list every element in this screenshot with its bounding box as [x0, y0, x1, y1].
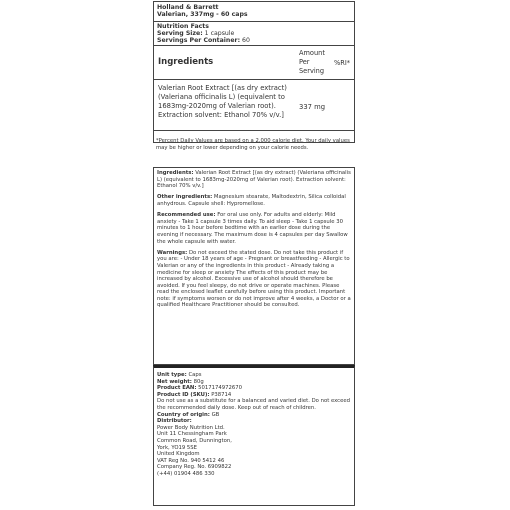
- details-box: [153, 167, 355, 365]
- recommended-use-paragraph: Recommended use: For oral use only. For adults and elderly: Mild anxiety - Take 1 capsule 3 times daily. To aid sleep - Take 1 capsule 30 minutes to 1 hour before bedtime with an earlier dose during the evening if necessary. The maximum dose is 4 capsules per day Swallow the whole capsule with water.: [157, 212, 348, 245]
- distributor-line: Common Road, Dunnington,: [157, 437, 232, 444]
- distributor-line: United Kingdom: [157, 451, 200, 458]
- supplement-label: [153, 0, 355, 510]
- table-row-amount: 337 mg: [299, 103, 326, 111]
- distributor-line: (+44) 01904 486 330: [157, 470, 215, 477]
- distributor-line: Power Body Nutrition Ltd.: [157, 424, 225, 431]
- unit-type: Unit type: Caps: [157, 372, 202, 378]
- daily-values-footnote: *Percent Daily Values are based on a 2,000 calorie diet. Your daily values may be higher or lower depending on your calorie needs.: [156, 138, 350, 151]
- distributor-line: Unit 11 Chessingham Park: [157, 431, 227, 438]
- product-name: Valerian, 337mg - 60 caps: [157, 11, 248, 19]
- other-ingredients-paragraph: Other ingredients: Magnesium stearate, Maltodextrin, Silica colloidal anhydrous. Capsule shell: Hypromellose.: [157, 194, 346, 207]
- distributor-line: York, YO19 5SE: [157, 444, 198, 451]
- brand-name: Holland & Barrett: [157, 4, 219, 11]
- distributor-line: VAT Reg No. 940 5412 46: [157, 457, 225, 464]
- ingredients-table: [153, 45, 355, 143]
- warnings-paragraph: Warnings: Do not exceed the stated dose. Do not take this product if you are: - Under 18 years of age - Pregnant or breastfeeding - Allergic to Valerian or any of the ingredients in this product - Already taking a medicine for sleep or anxiety The effects of this product may be increased by alcohol. Excessive use of alcohol should therefore be avoided. If you feel sleepy, do not drive or operate machines. Please read the enclosed leaflet carefully before using this product. Important note: if symptoms worsen or do not improve after 4 weeks, a Doctor or a qualified Healthcare Practitioner should be consulted.: [157, 249, 351, 309]
- usage-advice: Do not use as a substitute for a balanced and varied diet. Do not exceed the recommended daily dose. Keep out of reach of children.: [157, 398, 350, 411]
- table-divider: [154, 79, 354, 80]
- distributor-label: Distributor:: [157, 418, 192, 425]
- nutrition-facts-title: Nutrition Facts: [157, 22, 209, 30]
- table-row-name: Valerian Root Extract [(as dry extract) (Valeriana officinalis L) (equivalent to 1683mg-2020mg of Valerian root). Extraction solvent: Ethanol 70% v/v.]: [158, 84, 287, 119]
- ri-header: %RI*: [334, 59, 351, 67]
- product-sku: Product ID (SKU): P38714: [157, 391, 232, 398]
- ingredients-paragraph: Ingredients: Valerian Root Extract [(as dry extract) (Valeriana officinalis L) (equivalent to 1683mg-2020mg of Valerian root). Extraction solvent: Ethanol 70% v/v.]: [157, 170, 351, 190]
- product-ean: Product EAN: 5017174972670: [157, 385, 242, 392]
- distributor-line: Company Reg. No. 6909822: [157, 464, 232, 471]
- table-divider-bottom: [154, 130, 354, 131]
- serving-size: Serving Size: 1 capsule: [157, 29, 235, 37]
- header-box: [153, 1, 355, 46]
- servings-per-container: Servings Per Container: 60: [157, 37, 250, 45]
- net-weight: Net weight: 80g: [157, 378, 204, 385]
- table-heading: Ingredients: [158, 57, 214, 67]
- amount-header: Amount Per Serving: [299, 49, 325, 75]
- country-of-origin: Country of origin: GB: [157, 411, 220, 418]
- product-info-box: [153, 365, 355, 506]
- header-divider: [154, 21, 354, 22]
